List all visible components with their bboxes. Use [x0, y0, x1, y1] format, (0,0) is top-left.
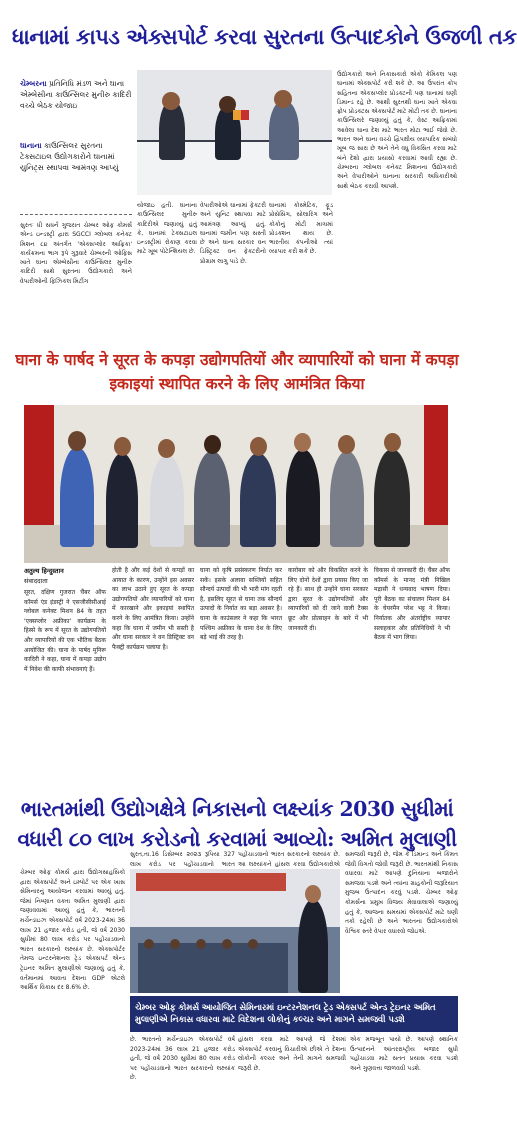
clipping2-body-d: कारोबार को और विकसित करने के लिए दोनों देशों द्वारा प्रयास किए जा रहे हैं। साथ ही उन्होंने घाना सरकार द्वारा सूरत के उद्योगपतियों और व्यापारियों को दी जाने वाली टैक्स छूट और प्रोत्साहन के बारे में भी जानकारी दी। — [288, 567, 368, 632]
clipping2-body-b: होती है और कई देशों से कपड़ों का आयात के कारण, उन्होंने इस अवसर का लाभ उठाने हुए सूरत के कपड़ा उद्योगपतियों और व्यापारियों को घाना में कारखाने और इकाइयां स्थापित करने के लिए आमंत्रित किया। उन्होंने कहा कि घाना में जमीन भी सस्ती है और घाना सरकार ने वन डिस्ट्रिक्ट वन फैक्ट्री कार्यक्रम चलाया है। — [112, 567, 194, 651]
clipping3-body-g: એક મજબૂત પાયો છે. આપણે સ્થાનિક ઉત્પાદનને આંતરરાષ્ટ્રીય બજાર સુધી પહોંચાડવા માટે સતત પ્રયાસ કરવા પડશે અને ગુણવત્તા જાળવવી પડશે. — [350, 1036, 458, 1072]
clipping3-body-e: છે. ભારતનો મર્ચેન્ડાઇઝ એક્સપોર્ટ વર્ષ 2023-24માં 36 લાખ 21 હજાર કરોડ હતી, જે વર્ષ 2030 સુધીમાં 80 લાખ કરોડ પર પહોંચાડવાનો ભારત સરકારનો લક્ષ્યાંક છે. — [130, 1036, 235, 1082]
clipping2-byline — [24, 566, 104, 586]
clipping2-byline-role: संवाददाता — [24, 577, 48, 585]
clipping2-body-c: घाना को कृषि प्रसंस्करण निर्यात कर सकें। इसके अलावा सब्जियों सहित सौन्दर्य उत्पादों की भी भारी मांग रहती है, इसलिए सूरत से घाना तक सौन्दर्य उत्पादों के निर्यात का बड़ा अवसर है। घाना के काउंसलर ने कहा कि भारत पश्चिम अफ्रीका के घाना देश के लिए बड़े भाई की तरह है। — [200, 567, 282, 642]
clipping1-subheading-2 — [20, 140, 132, 173]
clipping2-body-a: सूरत, दक्षिण गुजरात चैंबर ऑफ कॉमर्स एंड इंडस्ट्री ने एसजीसीसीआई ग्लोबल कनेक्ट मिशन 84 के तहत 'एक्सप्लोर अफ्रीका' कार्यक्रम के हिस्से के रूप में सूरत के उद्योगपतियों और व्यापारियों की एक भौतिक बैठक आयोजित की। घाना के पार्षद मुनिरू कादिरी ने कहा, घाना में कपड़ा उद्योग में निवेश की काफी संभावनाएं हैं। — [24, 589, 106, 673]
clipping1-headline: ધાનામાં કાપડ એક્સપોર્ટ કરવા સુરતના ઉત્પાદકોને ઉજળી તક — [12, 24, 517, 49]
clipping1-sub1-bold: ચેમ્બરના — [20, 79, 47, 88]
clipping1-photo — [137, 70, 332, 195]
clipping2-photo — [24, 405, 448, 563]
news-clipping-gujarati-2 — [12, 790, 462, 1120]
clipping3-body-f: હાંસલ કરવા માટે આપણે જે દેશમાં એક્સપોર્ટ કરવાનું વિચારીએ છીએ તે દેશના લોકોની કલ્ચર અને તેની માગને સમજવી જરૂરી છે. — [238, 1036, 346, 1072]
clipping3-body-a: ચેમ્બર ઓફ કોમર્સ દ્વારા ઉદ્યોગસાહસિકો દ્વારા એક્સપોર્ટ અને ઇમ્પોર્ટ પર એક ખાસ સેમિનારનું આયોજન કરવામાં આવ્યું હતું. જેમાં નિષ્ણાત વક્તા અમિત મુલાણી દ્વારા જણાવવામાં આવ્યું હતું કે, ભારતની મર્ચેન્ડાઇઝ એક્સપોર્ટ વર્ષ 2023-24માં 36 લાખ 21 હજાર કરોડ હતી, જે વર્ષ 2030 સુધીમાં 80 લાખ કરોડ પર પહોંચાડવાનો ભારત સરકારનો લક્ષ્યાંક છે. એક્સપોર્ટર તેમજ ઇન્ટરનેશનલ ટ્રેડ એક્સપર્ટ એન્ડ ટ્રેઇનર અમિત મુલાણીએ જણાવ્યું હતું કે, વર્તમાનમાં આવતા દેશના GDP એટલે આર્થિક વિકાસ દર 8.6% છે. — [20, 869, 125, 992]
clipping3-headline-line1: ભારતમાંથી ઉદ્યોગક્ષેત્રે નિકાસનો લક્ષ્યાંક 2030 સુધીમાં — [20, 797, 454, 821]
clipping1-right-column: ઉદ્યોગકારો અને નિકાસકારો એકો કેમિકલ પણ ઘાનામાં એક્સપોર્ટ કરી શકે છે. આ ઉપરાંત ક્રોપ સહિતના એકસપ્લોર પ્રોડક્ટની પણ ઘાનામાં ઘણી ડિમાન્ડ રહે છે. આથી સુરતથી ઘાના ખાતે એકવા ફ્રોપ પ્રોડક્ટસ એક્સપોર્ટ માટે મોટી તક છે. ઘાનાના કાઉન્સિલરે જણાવ્યું હતું કે, વેસ્ટ આફ્રિકામાં આવેલા ઘાના દેશ માટે ભારત મોટા ભાઈ જેવો છે. ભારત અને ઘાના વચ્ચે દ્વિપક્ષીય વ્યાપારિક સંબંધો ખૂબ જ સારા છે અને તેને વધુ વિકસિત કરવા માટે બંને દેશો દ્વારા પ્રયાસો કરવામાં આવી રહ્યા છે. ચેમ્બરના ગ્લોબલ કનેક્ટ મિશનના ઉદ્યોગકારો અને વેપારીઓને ઘાનાના સરકારી અધિકારીઓ સાથે બેઠક કરાવી આપશે. — [337, 71, 457, 190]
clipping3-photo — [130, 869, 340, 993]
clipping3-headline-line2: વધારી ૮૦ લાખ કરોડનો કરવામાં આવ્યો: અમિત મુલાણી — [17, 827, 457, 851]
clipping1-divider — [20, 214, 132, 215]
clipping1-body-a: સુરતઃ ધી સધર્ન ગુજરાત ચેમ્બર ઓફ કોમર્સ એન્ડ ઇન્ડસ્ટ્રી દ્વારા SGCCI ગ્લોબલ કનેક્ટ મિશન ૮૪ અંતર્ગત 'એક્સપ્લોર આફ્રિકા' કાર્યક્રમના ભાગ રૂપે ગુરૂવારે ચેમ્બરની ઓફિસ ખાતે ઘાના એમ્બેસીના કાઉન્સિલર મુનીરુ કાદિરી સાથે સુરતના ઉદ્યોગકારો અને વેપારીઓની ફિઝિકલ મિટીંગ — [20, 222, 132, 285]
clipping3-body-c: પહોંચાડવાનો ભારત સરકારનો લક્ષ્યાંક છે. આ લક્ષ્યાંકને હાંસલ કરવા ઉદ્યોગકારોએ — [238, 851, 340, 868]
clipping1-sub2-bold: ઘાનાના — [20, 141, 42, 150]
clipping3-headline — [12, 794, 462, 854]
clipping1-sub1-text: પ્રતિનિધિ મંડળ અને ઘાના એમ્બેસીના કાઉન્સિલર મુનીરુ કાદિરી વચ્ચે બેઠક યોજાઇ — [20, 79, 132, 110]
clipping1-body-b: યોજાઇ હતી. ઘાનાના કાઉન્સિલર મુનીરુ કાદિરીએ જણાવ્યું હતું કે, ઘાનામાં ટેક્સટાઇલ ઇન્ડસ્ટ્રીમાં રોકાણ કરવા માટે ખૂબ પોટેન્શિયલ છે. — [137, 202, 197, 256]
clipping2-byline-name: अतुल्य हिन्दुस्तान — [24, 567, 64, 575]
news-clipping-hindi — [12, 338, 462, 728]
clipping2-body-e: विकास से जानकारी दी। चैंबर ऑफ कॉमर्स के मानद मंत्री निखिल मद्रासी ने धन्यवाद भाषण दिया। पूरी बैठक का संचालन मिशन 84 के चेयरमैन परेश भट्ट ने किया। निर्यातक और अंतर्राष्ट्रीय व्यापार सलाहकार और प्रतिनिधियों ने भी बैठक में भाग लिया। — [374, 567, 450, 642]
clipping3-photo-caption: ચેમ્બર ઓફ કોમર્સ આયોજિત સેમિનારમાં ઇન્ટરનેશનલ ટ્રેડ એક્સપર્ટ એન્ડ ટ્રેઇનર અમિત મુલાણીએ નિકાસ વધારવા માટે વિદેશના લોકોનું કલ્ચર અને માગને સમજવી પડશે — [130, 996, 458, 1032]
clipping3-body-d: સમજવી જરૂરી છે, જેમ કે ડિમાન્ડ અને કિંમત જેવી વિગતો જોવી જરૂરી છે. ભારતમાંથી નિકાસ વધારવા માટે આપણે દુનિયાના બજારોને સમજવા પડશે અને ત્યાંના ગ્રાહકોની જરૂરિયાત મુજબ ઉત્પાદન કરવું પડશે. ચેમ્બર ઓફ કોમર્સના પ્રમુખ વિજય મેવાવાલાએ જણાવ્યું હતું કે, આજના સમયમાં એક્સપોર્ટ માટે ઘણી તકો રહેલી છે અને ભારતના ઉદ્યોગકારોએ વૈશ્વિક સ્તરે વેપાર વધારવો જોઇએ. — [345, 851, 458, 935]
clipping3-body-b: સુરત,તા.16 ડિસેમ્બર ૨૦૨૩ રૂપિયા 327 લાખ કરોડ પર પહોંચાડવાનો ભારત — [130, 851, 235, 868]
clipping1-body-d: ઘાનામાં કોસ્મેટિક, ફૂડ પ્રોસેસિંગ, સોલારિંગ અને કોકોનું મોટી માત્રામાં પ્રોડક્શન થાય છે. ભારતીય કંપનીઓ ત્યાં વ્યાપાર કરી શકે છે. — [269, 202, 333, 256]
clipping1-sub2-text: કાઉન્સિલર સુરતના ટેક્સટાઇલ ઉદ્યોગકારોને ઘાનામાં યુનિટ્સ સ્થાપવા આમંત્રણ આપ્યું — [20, 141, 119, 172]
clipping1-body-c: વેપારીઓએ ઘાનામાં ફેક્ટરી અને યુનિટ સ્થાપવા માટે આમંત્રણ આપ્યું હતું. ઘાનામાં જમીન પણ સસ્તી છે અને ઘાના સરકાર વન ડિસ્ટ્રિક્ટ વન ફેક્ટરીનો પ્રોગ્રામ લાગુ પાડે છે. — [200, 202, 266, 265]
news-clipping-gujarati-1 — [12, 6, 517, 320]
clipping1-subheading-1 — [20, 78, 132, 111]
clipping2-headline: घाना के पार्षद ने सूरत के कपड़ा उद्योगपतियों और व्यापारियों को घाना में कपड़ा इकाइयां स्थापित करने के लिए आमंत्रित किया — [15, 351, 459, 393]
